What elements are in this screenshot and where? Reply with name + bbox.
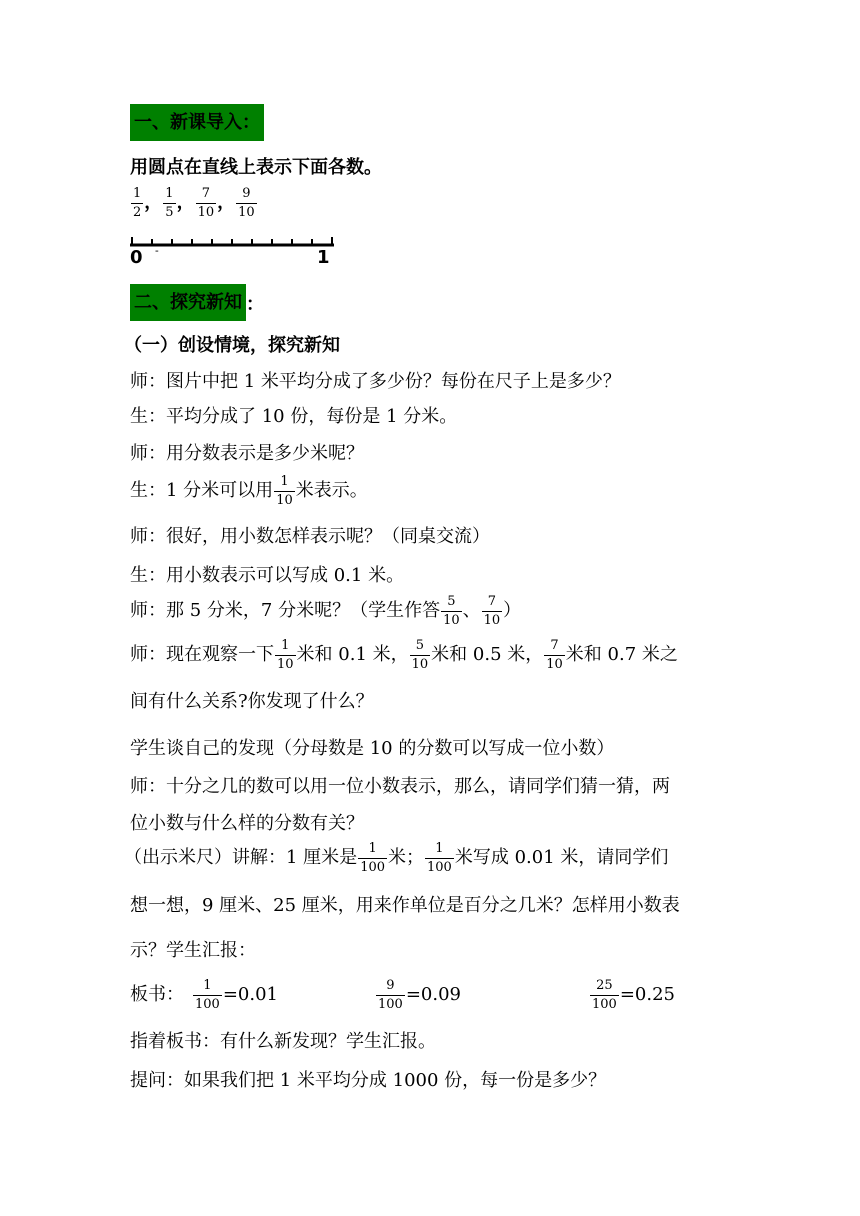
dialog-line-14: 想一想，9 厘米、25 厘米，用来作单位是百分之几米？怎样用小数表 xyxy=(130,895,680,916)
dialog-line-8: 师：现在观察一下 1 10 米和 0.1 米， 5 10 米和 0.5 米， 7 10 米和 0.7 米之 xyxy=(130,637,678,672)
dialog-line-2: 生：平均分成了 10 份，每份是 1 分米。 xyxy=(130,406,458,427)
fraction: 7 10 xyxy=(197,185,215,220)
task-text: 用圆点在直线上表示下面各数。 xyxy=(130,157,382,178)
section2-subheading: （一）创设情境，探究新知 xyxy=(124,335,340,356)
fraction: 9 10 xyxy=(238,185,255,220)
number-line xyxy=(130,237,336,247)
number-line-mark: - xyxy=(155,244,159,257)
dialog-line-9: 间有什么关系?你发现了什么？ xyxy=(130,691,374,712)
board-label: 板书： xyxy=(130,984,184,1005)
dialog-line-16: 指着板书：有什么新发现？学生汇报。 xyxy=(130,1031,436,1052)
dialog-line-15: 示？学生汇报： xyxy=(130,940,256,961)
fraction: 7 10 xyxy=(483,593,501,628)
fraction: 1 5 xyxy=(165,185,174,220)
fraction: 1 100 xyxy=(195,977,220,1012)
board-item-2: 9 100 =0.09 xyxy=(378,977,461,1012)
fraction: 25 100 xyxy=(592,977,617,1012)
intro-fractions: 1 2 ， 1 5 ， 7 10 ， 9 10 xyxy=(133,185,255,220)
section2-heading-row xyxy=(130,284,264,321)
section1-heading: 一、新课导入： xyxy=(130,104,264,141)
section2-heading-colon: ： xyxy=(246,293,264,315)
section2-heading: 二、探究新知 xyxy=(130,284,246,321)
dialog-line-5: 师：很好，用小数怎样表示呢？（同桌交流） xyxy=(130,526,490,547)
dialog-line-10: 学生谈自己的发现（分母数是 10 的分数可以写成一位小数） xyxy=(130,738,615,759)
fraction: 1 100 xyxy=(360,840,386,875)
fraction: 9 100 xyxy=(378,977,403,1012)
dialog-line-12: 位小数与什么样的分数有关？ xyxy=(130,813,364,834)
board-item-1: 1 100 =0.01 xyxy=(195,977,278,1012)
number-line-end-label: 1 xyxy=(317,247,330,268)
dialog-line-4: 生：1 分米可以用 1 10 米表示。 xyxy=(130,473,368,508)
dialog-line-3: 师：用分数表示是多少米呢？ xyxy=(130,443,364,464)
dialog-line-6: 生：用小数表示可以写成 0.1 米。 xyxy=(130,565,405,586)
fraction: 5 10 xyxy=(411,637,429,672)
fraction: 1 2 xyxy=(133,185,142,220)
fraction: 1 100 xyxy=(427,840,452,875)
board-item-3: 25 100 =0.25 xyxy=(592,977,675,1012)
dialog-line-1: 师：图片中把 1 米平均分成了多少份？每份在尺子上是多少？ xyxy=(130,371,621,392)
fraction: 5 10 xyxy=(443,593,460,628)
dialog-line-13: （出示米尺）讲解：1 厘米是 1 100 米； 1 100 米写成 0.01 米，请同学们 xyxy=(124,840,669,875)
fraction: 1 10 xyxy=(277,637,294,672)
fraction: 1 10 xyxy=(276,473,293,508)
fraction: 7 10 xyxy=(546,637,563,672)
dialog-line-17: 提问：如果我们把 1 米平均分成 1000 份，每一份是多少？ xyxy=(130,1070,607,1091)
dialog-line-7: 师：那 5 分米，7 分米呢？（学生作答 5 10 、 7 10 ） xyxy=(130,593,522,628)
dialog-line-11: 师：十分之几的数可以用一位小数表示，那么，请同学们猜一猜，两 xyxy=(130,776,670,797)
number-line-start-label: 0 xyxy=(130,247,143,268)
